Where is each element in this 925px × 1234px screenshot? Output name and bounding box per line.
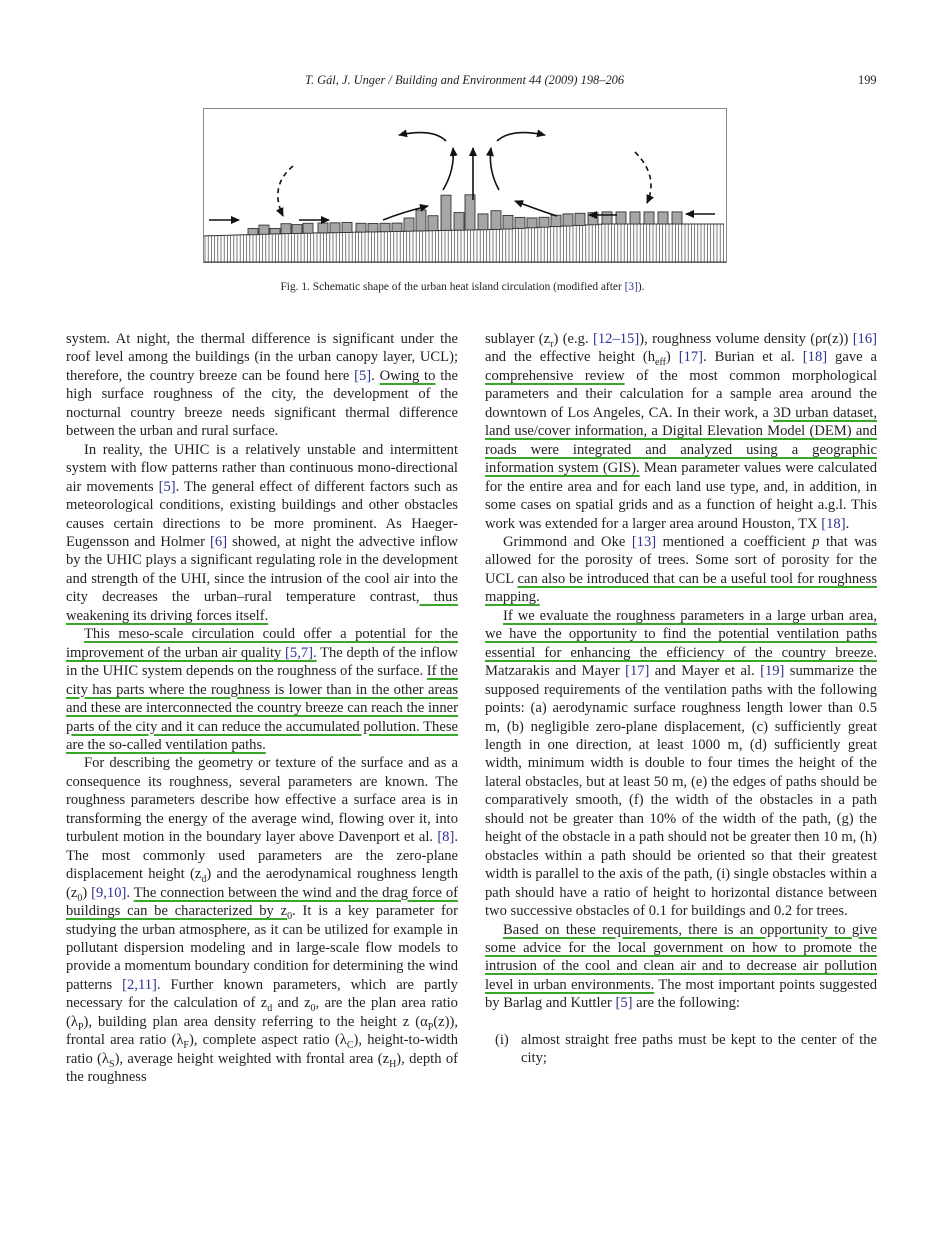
citation-link[interactable]: [13] [631,533,657,550]
citation-link[interactable]: [16] [852,331,878,347]
paragraph: system. At night, the thermal difference is significant under the roof level among the buildings (in the urban canopy layer, UCL); therefore, the country breeze can be found here [5]. Owing to the high surface roughness of the city, the development of the nocturnal country breeze needs significant thermal difference between the urban and rural surface. [66,331,459,440]
figure-caption [0,281,925,293]
citation-link[interactable]: [5] [354,367,372,384]
citation-link[interactable]: [17] [678,349,704,366]
list-item-text: almost straight free paths must be kept to the center of the city; [521,1031,877,1067]
building [330,223,340,233]
citation-link[interactable]: [5,7]. [285,644,317,661]
building [441,195,451,230]
highlight: If the city has parts where the roughness is lower than in the other areas and these are interconnected the country breeze can reach the inner parts of the city and it can reduce the accumulated pollution. These are the so-called ventilation paths. [66,663,459,753]
building [356,223,366,232]
building [392,223,402,231]
recommendation-list [485,1031,877,1068]
citation-link[interactable]: [18] [802,349,828,366]
building [602,212,612,224]
page-number: 199 [858,73,877,87]
building [368,224,378,232]
figure-uhi-circulation [203,108,727,263]
paragraph: For describing the geometry or texture of the surface and as a consequence its roughness, several parameters are known. The roughness parameters describe how effective a surface area is in transforming the energy of the average wind, flowing over it, into turbulent motion in the boundary layer above Davenport et al. [8]. The most commonly used parameters are the zero-plane displacement height $(z_d)$ and the aerodynamical roughness length $(z_0)$ [9,10]. The connection between the wind and the drag force of buildings can be characterized by $z_0$. It is a key parameter for studying the urban atmosphere, as it can be utilized for example in pollutant dispersion modeling and in large-scale flow models to provide a momentum boundary condition for determining the wind patterns [2,11]. Further known parameters, which are partly necessary for the calculation of $z_d$ and $z_0$, are the plan area ratio $(\lambda_P)$, building plan area density referring to the height z $(\alpha_P(z))$, frontal area ratio $(\lambda_F)$, complete aspect ratio $(\lambda_C)$, height-to-width ratio $(\lambda_S)$, average height weighted with frontal area $(z_H)$, depth of the roughness [66,755,459,1086]
running-title: T. Gál, J. Unger / Building and Environment 44 (2009) 198–206 [305,73,625,87]
building [428,216,438,231]
building [575,213,585,225]
building [491,211,501,230]
building [318,223,328,233]
highlight: can also be introduced that can be a useful tool for roughness mapping. [485,570,878,606]
left-column [66,330,458,1087]
list-marker: (i) [495,1031,509,1048]
caption-text-end: ). [637,281,645,293]
building [454,213,464,231]
paragraph: Based on these requirements, there is an opportunity to give some advice for the local government on how to promote the intrusion of the cool and clean air and to decrease air pollution level in urban environments. The most important points suggested by Barlag and Kuttler [5] are the following: [485,921,877,1012]
highlight: Based on these requirements, there is an opportunity to give some advice for the local government on how to promote the intrusion of the cool and clean air and to decrease air pollution level in urban environments. [485,921,877,993]
building [342,223,352,233]
building [292,225,302,234]
list-item [485,1031,877,1068]
paragraph: sublayer $(z_r)$ (e.g. [12–15]), roughness volume density (ρr(z)) [16] and the effective height $(h_{eff})$ [17]. Burian et al. [18] gave a comprehensive review of the most common morphological parameters and their calculation for a sample area around the downtown of Los Angeles, CA. In their work, a 3D urban dataset, land use/cover information, a Digital Elevation Model (DEM) and roads were integrated and analyzed using a geographic information system (GIS). Mean parameter values were calculated for the entire area and for each land use type, and, in addition, in some cases on spatial grids and as a function of height a.g.l. This work was extended for a larger area around Houston, TX [18]. [485,331,878,532]
highlight: Owing to [379,367,436,384]
citation-link[interactable]: [2,11] [122,976,157,993]
building [644,212,654,224]
citation-link[interactable]: [5] [615,995,633,1012]
citation-link[interactable]: [5] [158,478,176,495]
building [270,228,280,234]
highlight: The connection between the wind and the drag force of buildings can be characterized by $z_0$ [66,884,458,922]
building [630,212,640,224]
highlight: 3D urban dataset, land use/cover information, a Digital Elevation Model (DEM) and roads were integrated and analyzed using a geographic information system (GIS). [485,404,878,477]
highlight: thus weakening its driving forces itself. [66,589,458,624]
citation-link[interactable]: [19] [760,663,785,680]
building [539,217,549,227]
building [672,212,682,224]
building [527,218,537,228]
citation-link[interactable]: [6] [210,533,228,550]
building [259,225,269,234]
building [616,212,626,224]
building [658,212,668,224]
building [380,223,390,231]
highlight: comprehensive review [485,367,625,384]
citation-link[interactable]: [18] [821,515,846,532]
building [465,195,475,230]
highlight: This meso-scale circulation could offer a potential for the improvement of the urban air quality [66,626,458,661]
building [303,223,313,233]
caption-text: Fig. 1. Schematic shape of the urban heat island circulation (modified after [280,281,625,293]
building [515,217,525,228]
building [281,224,291,234]
building [416,210,426,231]
building [478,214,488,230]
building [503,215,513,229]
citation-link[interactable]: [9,10] [91,884,127,901]
paragraph: Grimmond and Oke [13] mentioned a coefficient p that was allowed for the porosity of trees. Some sort of porosity for the UCL can also be introduced that can be a useful tool for roughness mapping. [485,533,878,606]
citation-link[interactable]: [12–15] [593,331,640,347]
building [404,218,414,231]
citation-link[interactable]: [8] [437,829,455,846]
paragraph: If we evaluate the roughness parameters in a large urban area, we have the opportunity to find the potential ventilation paths essential for enhancing the efficiency of the country breeze. Matzarakis and Mayer [17] and Mayer et al. [19] summarize the supposed requirements of the ventilation paths with the following points: (a) aerodynamic surface roughness length lower than 0.5 m, (b) negligible zero-plane displacement, (c) sufficiently great length in one direction, at least 1000 m, (d) sufficiently great width, minimum width is double to four times the height of the lateral obstacles, but at least 50 m, (e) the edges of paths should be comparatively smooth, (f) the width of the obstacles in a path should not be greater than 10% of the width of the path, (g) the height of the obstacle in a path should not be greater then 10 m, (h) obstacles within a path should be oriented so that their greatest width is parallel to the axis of the path, (i) single obstacles within a path should have a ratio of height to horizontal distance between two successive obstacles of 0.1 for buildings and 0.2 for trees. [485,607,877,920]
highlight: If we evaluate the roughness parameters in a large urban area, we have the opportunity to find the potential ventilation paths essential for enhancing the efficiency of the country breeze. [485,607,877,661]
building [248,229,258,235]
citation-link[interactable]: [17] [625,663,650,680]
building [563,214,573,226]
paragraph: This meso-scale circulation could offer a potential for the improvement of the urban air quality [5,7]. The depth of the inflow in the UHIC system depends on the roughness of the surface. If the city has parts where the roughness is lower than in the other areas and these are interconnected the country breeze can reach the inner parts of the city and it can reduce the accumulated pollution. These are the so-called ventilation paths. [66,626,459,753]
right-column [485,330,877,1068]
figure-schematic [203,108,727,263]
paragraph: In reality, the UHIC is a relatively unstable and intermittent system with flow patterns rather than continuous mono-directional air movements [5]. The general effect of different factors such as meteorological conditions, existing buildings and other obstacles causes certain directions to be more prominent. As Haeger-Eugensson and Holmer [6] showed, at night the advective inflow by the UHIC plays a significant regulating role in the development and strength of the UHI, since the intrusion of the cool air into the city decreases the urban–rural temperature contrast, thus weakening its driving forces itself. [66,441,458,624]
building [551,215,561,226]
caption-reference-link[interactable]: [3] [624,281,638,293]
